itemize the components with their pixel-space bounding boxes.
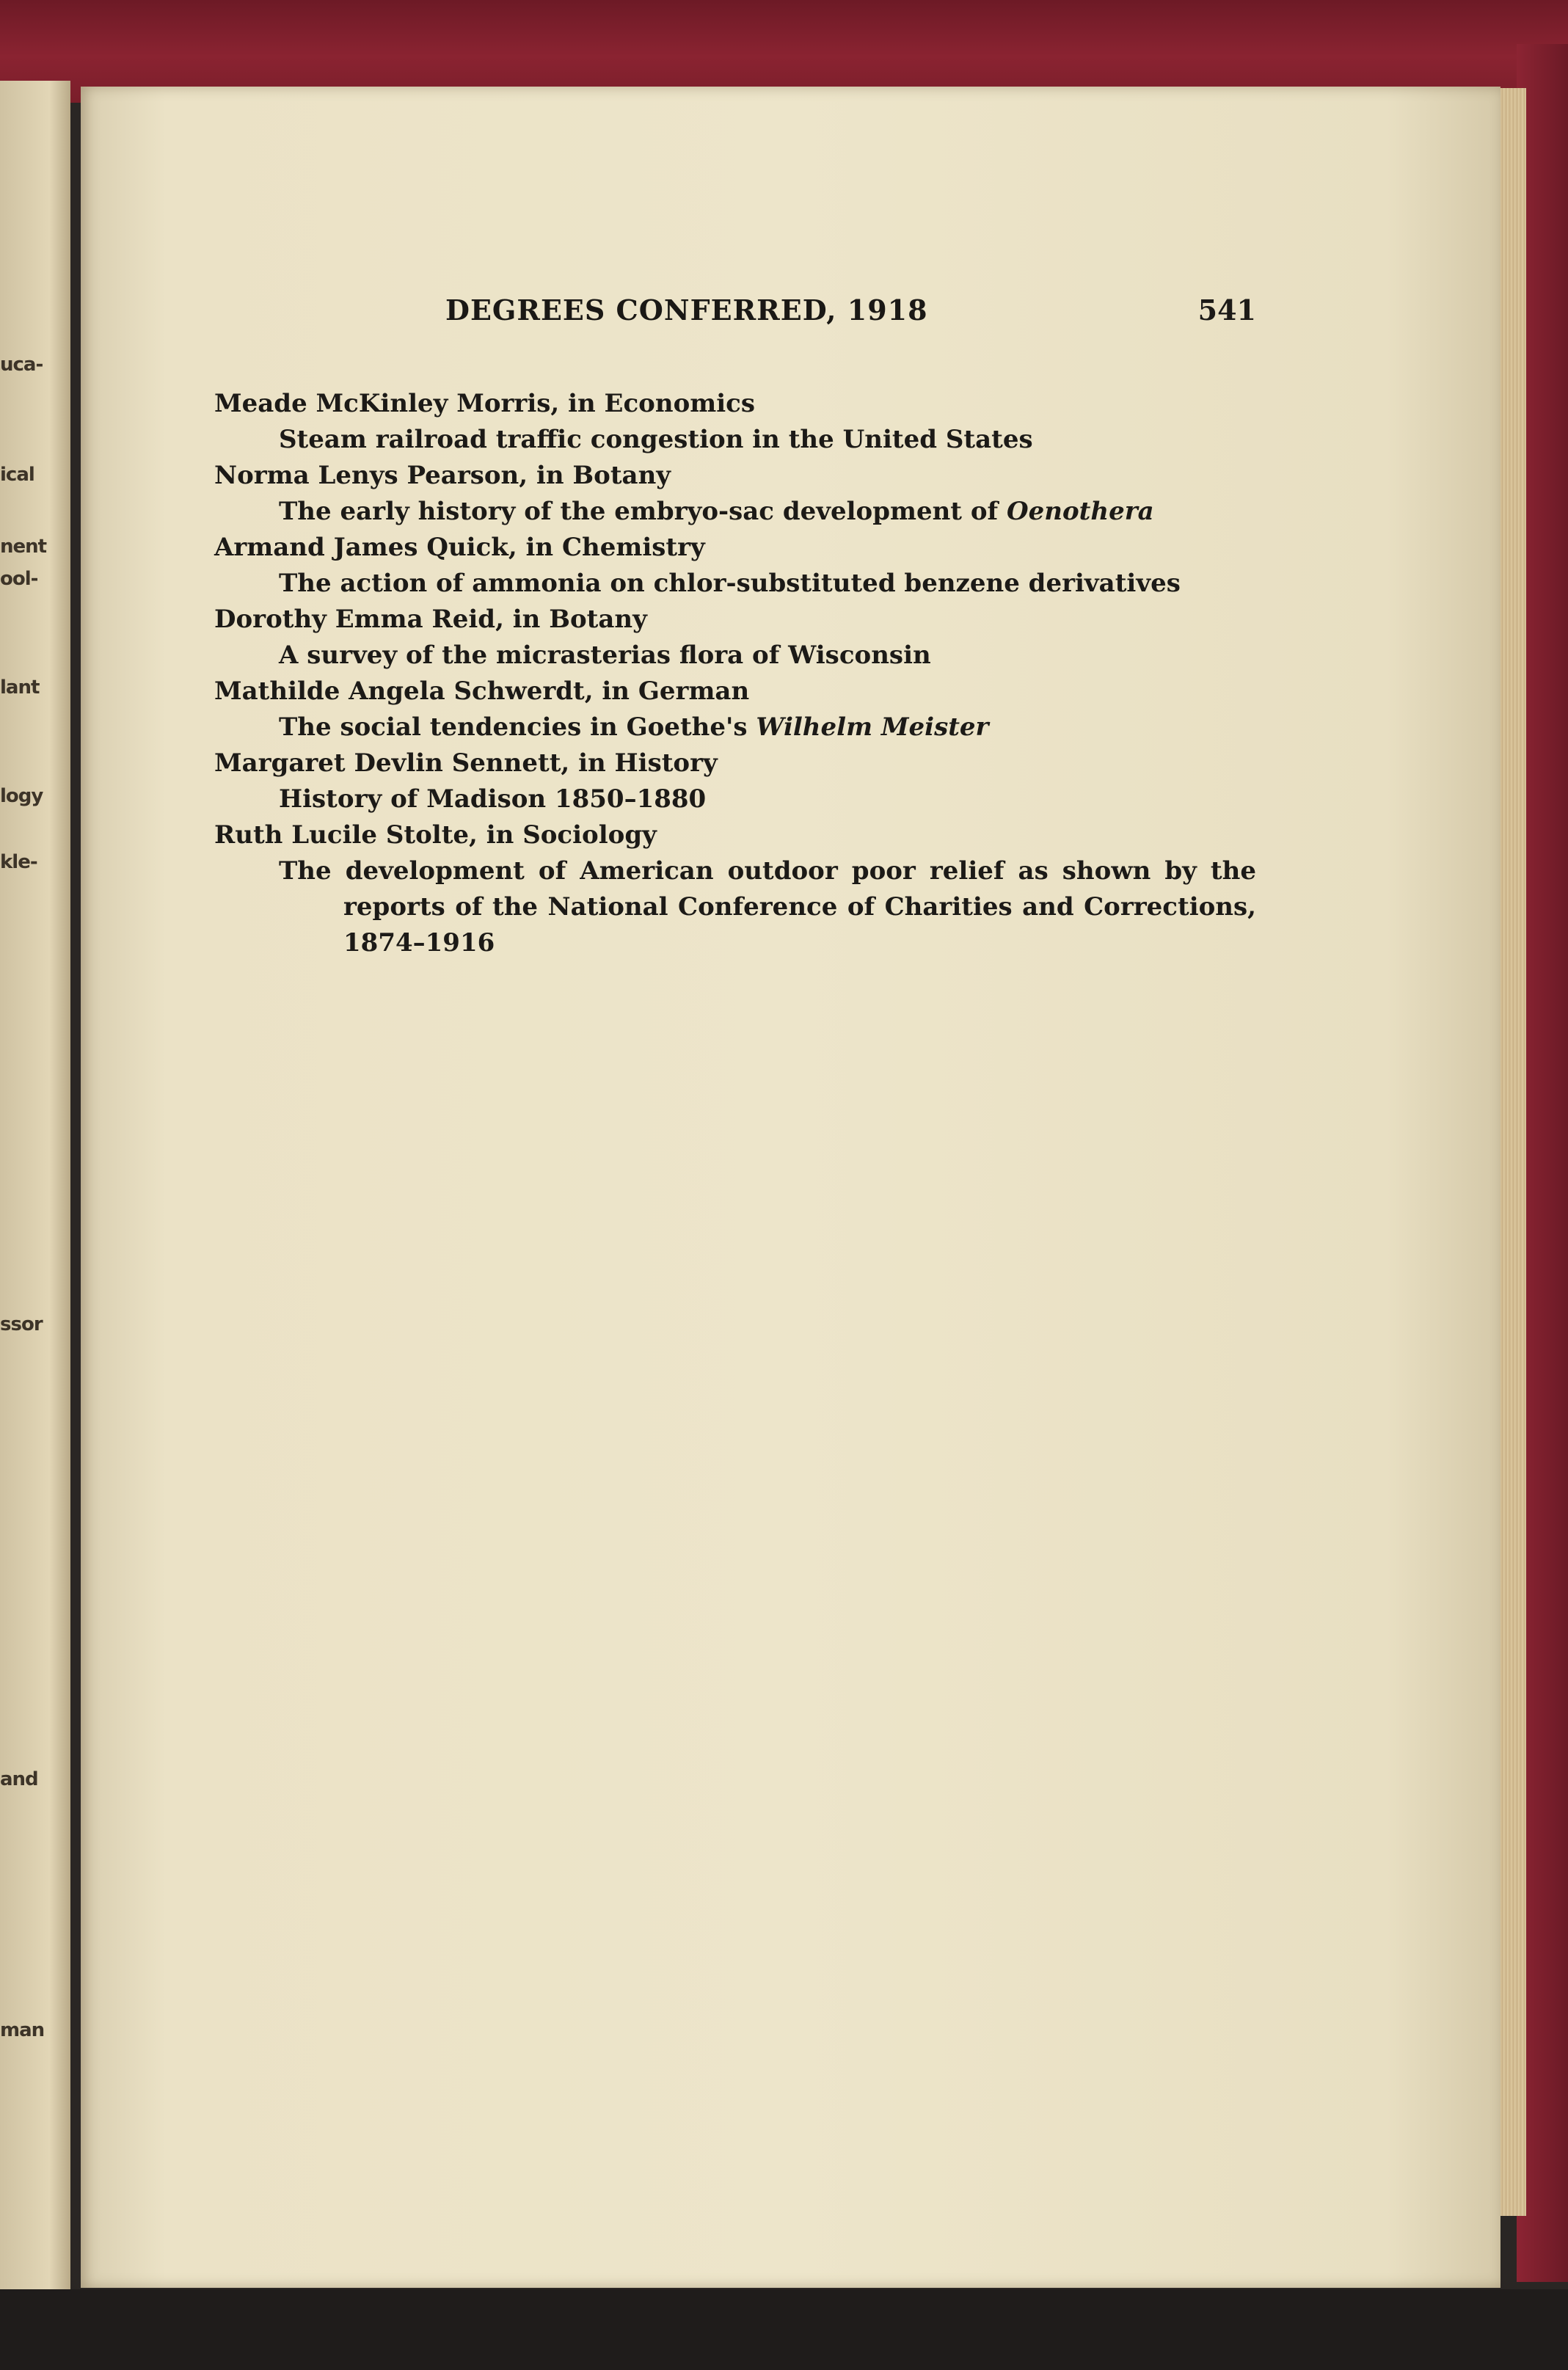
thesis-title [214,494,1256,530]
degree-recipient: Ruth Lucile Stolte, in Sociology [214,820,657,850]
degree-recipient: Margaret Devlin Sennett, in History [214,748,718,778]
degree-recipient: Mathilde Angela Schwerdt, in German [214,677,750,706]
margin-fragment: logy [0,785,43,807]
page-content [214,293,1256,961]
degree-recipient: Meade McKinley Morris, in Economics [214,389,755,418]
running-head [214,293,1256,345]
thesis-title: The development of American outdoor poor relief as shown by the reports of the National Conference of Charities and Corrections, 1874–1916 [279,856,1256,958]
thesis-title: The action of ammonia on chlor-substituted benzene derivatives [279,569,1181,598]
margin-fragment: and [0,1768,38,1790]
thesis-italic-term: Oenothera [1007,497,1154,526]
margin-fragment: uca- [0,354,43,376]
margin-fragment: man [0,2019,45,2041]
margin-fragment: kle- [0,851,37,873]
page-number: 541 [1197,293,1256,327]
thesis-title [214,710,1256,745]
thesis-text: The social tendencies in Goethe's [279,712,756,742]
margin-fragment: ssor [0,1313,43,1335]
margin-fragment: ool- [0,568,38,590]
facing-page-edge [0,81,70,2297]
page-title: DEGREES CONFERRED, 1918 [445,293,928,327]
scan-background [0,2289,1568,2370]
degree-list [214,386,1256,961]
thesis-title: History of Madison 1850–1880 [279,784,707,814]
page-edges [1497,88,1526,2216]
degree-recipient: Dorothy Emma Reid, in Botany [214,605,647,634]
thesis-title: A survey of the micrasterias flora of Wisconsin [279,641,931,670]
thesis-title: Steam railroad traffic congestion in the United States [279,425,1033,454]
thesis-italic-term: Wilhelm Meister [756,712,989,742]
margin-fragment: lant [0,677,40,699]
margin-fragment: nent [0,536,47,558]
degree-recipient: Norma Lenys Pearson, in Botany [214,461,671,490]
margin-fragment: ical [0,464,34,486]
thesis-text: The early history of the embryo-sac development of [279,497,1007,526]
degree-recipient: Armand James Quick, in Chemistry [214,533,705,562]
